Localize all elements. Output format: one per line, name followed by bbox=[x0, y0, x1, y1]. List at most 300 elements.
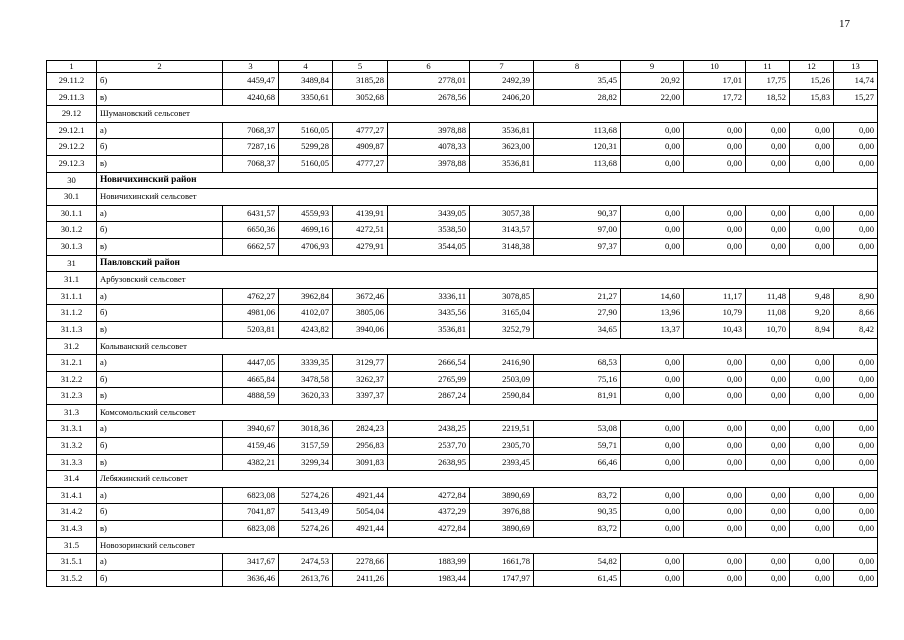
row-code: 31.4.1 bbox=[47, 487, 97, 504]
value-cell: 4777,27 bbox=[333, 122, 388, 139]
value-cell: 0,00 bbox=[834, 570, 878, 587]
value-cell: 4279,91 bbox=[333, 238, 388, 255]
value-cell: 2537,70 bbox=[388, 438, 470, 455]
value-cell: 4909,87 bbox=[333, 139, 388, 156]
value-cell: 4243,82 bbox=[279, 321, 333, 338]
value-cell: 3538,50 bbox=[388, 222, 470, 239]
value-cell: 113,68 bbox=[534, 122, 621, 139]
table-row bbox=[47, 554, 878, 571]
value-cell: 3336,11 bbox=[388, 288, 470, 305]
table-row bbox=[47, 371, 878, 388]
value-cell: 4981,06 bbox=[223, 305, 279, 322]
row-variant-label: б) bbox=[97, 438, 223, 455]
value-cell: 13,37 bbox=[621, 321, 684, 338]
district-name: Новичихинский район bbox=[97, 172, 878, 189]
value-cell: 4272,84 bbox=[388, 521, 470, 538]
row-variant-label: в) bbox=[97, 238, 223, 255]
value-cell: 7068,37 bbox=[223, 122, 279, 139]
value-cell: 5413,49 bbox=[279, 504, 333, 521]
value-cell: 2492,39 bbox=[470, 73, 534, 90]
value-cell: 0,00 bbox=[684, 487, 746, 504]
value-cell: 4762,27 bbox=[223, 288, 279, 305]
value-cell: 3536,81 bbox=[470, 122, 534, 139]
row-code: 31.2.3 bbox=[47, 388, 97, 405]
value-cell: 14,74 bbox=[834, 73, 878, 90]
row-code: 30.1.2 bbox=[47, 222, 97, 239]
value-cell: 2666,54 bbox=[388, 355, 470, 372]
value-cell: 11,08 bbox=[746, 305, 790, 322]
value-cell: 4372,29 bbox=[388, 504, 470, 521]
settlement-name: Арбузовский сельсовет bbox=[97, 272, 878, 289]
value-cell: 4559,93 bbox=[279, 205, 333, 222]
value-cell: 28,82 bbox=[534, 89, 621, 106]
row-code: 31.5.1 bbox=[47, 554, 97, 571]
value-cell: 0,00 bbox=[621, 554, 684, 571]
value-cell: 75,16 bbox=[534, 371, 621, 388]
value-cell: 0,00 bbox=[621, 371, 684, 388]
value-cell: 3299,34 bbox=[279, 454, 333, 471]
column-number-cell: 3 bbox=[223, 61, 279, 73]
row-code: 29.12.1 bbox=[47, 122, 97, 139]
value-cell: 3091,83 bbox=[333, 454, 388, 471]
value-cell: 3536,81 bbox=[470, 155, 534, 172]
value-cell: 0,00 bbox=[684, 388, 746, 405]
row-code: 31.4.3 bbox=[47, 521, 97, 538]
value-cell: 0,00 bbox=[621, 139, 684, 156]
value-cell: 0,00 bbox=[621, 438, 684, 455]
table-row bbox=[47, 355, 878, 372]
value-cell: 0,00 bbox=[746, 570, 790, 587]
value-cell: 4459,47 bbox=[223, 73, 279, 90]
value-cell: 3976,88 bbox=[470, 504, 534, 521]
value-cell: 0,00 bbox=[684, 504, 746, 521]
value-cell: 0,00 bbox=[790, 388, 834, 405]
value-cell: 0,00 bbox=[790, 554, 834, 571]
value-cell: 17,72 bbox=[684, 89, 746, 106]
value-cell: 15,27 bbox=[834, 89, 878, 106]
value-cell: 0,00 bbox=[621, 521, 684, 538]
value-cell: 0,00 bbox=[684, 205, 746, 222]
value-cell: 0,00 bbox=[746, 155, 790, 172]
value-cell: 10,70 bbox=[746, 321, 790, 338]
value-cell: 0,00 bbox=[746, 521, 790, 538]
row-variant-label: б) bbox=[97, 371, 223, 388]
row-code: 31.3.2 bbox=[47, 438, 97, 455]
row-code: 31.1.1 bbox=[47, 288, 97, 305]
value-cell: 3148,38 bbox=[470, 238, 534, 255]
row-code: 31.3 bbox=[47, 404, 97, 421]
value-cell: 0,00 bbox=[746, 438, 790, 455]
row-code: 31.1.2 bbox=[47, 305, 97, 322]
value-cell: 54,82 bbox=[534, 554, 621, 571]
value-cell: 0,00 bbox=[790, 238, 834, 255]
value-cell: 4240,68 bbox=[223, 89, 279, 106]
column-number-cell: 8 bbox=[534, 61, 621, 73]
column-number-cell: 11 bbox=[746, 61, 790, 73]
value-cell: 3478,58 bbox=[279, 371, 333, 388]
value-cell: 120,31 bbox=[534, 139, 621, 156]
district-row bbox=[47, 255, 878, 272]
value-cell: 3018,36 bbox=[279, 421, 333, 438]
value-cell: 0,00 bbox=[834, 438, 878, 455]
value-cell: 0,00 bbox=[746, 139, 790, 156]
table-body bbox=[47, 61, 878, 587]
column-number-cell: 6 bbox=[388, 61, 470, 73]
value-cell: 6650,36 bbox=[223, 222, 279, 239]
value-cell: 0,00 bbox=[621, 205, 684, 222]
value-cell: 14,60 bbox=[621, 288, 684, 305]
value-cell: 0,00 bbox=[834, 122, 878, 139]
value-cell: 0,00 bbox=[746, 487, 790, 504]
value-cell: 0,00 bbox=[790, 421, 834, 438]
value-cell: 0,00 bbox=[684, 554, 746, 571]
value-cell: 4447,05 bbox=[223, 355, 279, 372]
value-cell: 5274,26 bbox=[279, 487, 333, 504]
district-name: Павловский район bbox=[97, 255, 878, 272]
row-code: 31.5 bbox=[47, 537, 97, 554]
row-code: 31.2.1 bbox=[47, 355, 97, 372]
value-cell: 0,00 bbox=[834, 504, 878, 521]
value-cell: 11,17 bbox=[684, 288, 746, 305]
value-cell: 53,08 bbox=[534, 421, 621, 438]
settlement-name: Комсомольский сельсовет bbox=[97, 404, 878, 421]
value-cell: 0,00 bbox=[684, 570, 746, 587]
value-cell: 4272,84 bbox=[388, 487, 470, 504]
table-row bbox=[47, 155, 878, 172]
column-number-row bbox=[47, 61, 878, 73]
value-cell: 0,00 bbox=[746, 554, 790, 571]
value-cell: 0,00 bbox=[621, 355, 684, 372]
value-cell: 10,79 bbox=[684, 305, 746, 322]
table-row bbox=[47, 321, 878, 338]
column-number-cell: 13 bbox=[834, 61, 878, 73]
value-cell: 0,00 bbox=[746, 122, 790, 139]
value-cell: 0,00 bbox=[790, 438, 834, 455]
row-code: 31.5.2 bbox=[47, 570, 97, 587]
table-row bbox=[47, 139, 878, 156]
value-cell: 0,00 bbox=[684, 454, 746, 471]
table-row bbox=[47, 454, 878, 471]
value-cell: 3439,05 bbox=[388, 205, 470, 222]
value-cell: 17,01 bbox=[684, 73, 746, 90]
column-number-cell: 9 bbox=[621, 61, 684, 73]
column-number-cell: 12 bbox=[790, 61, 834, 73]
value-cell: 1747,97 bbox=[470, 570, 534, 587]
table-row bbox=[47, 570, 878, 587]
value-cell: 8,90 bbox=[834, 288, 878, 305]
district-row bbox=[47, 172, 878, 189]
row-code: 30.1.3 bbox=[47, 238, 97, 255]
value-cell: 6662,57 bbox=[223, 238, 279, 255]
value-cell: 81,91 bbox=[534, 388, 621, 405]
value-cell: 0,00 bbox=[790, 454, 834, 471]
value-cell: 3489,84 bbox=[279, 73, 333, 90]
row-variant-label: б) bbox=[97, 222, 223, 239]
value-cell: 0,00 bbox=[834, 521, 878, 538]
value-cell: 3052,68 bbox=[333, 89, 388, 106]
row-code: 31.2 bbox=[47, 338, 97, 355]
value-cell: 3339,35 bbox=[279, 355, 333, 372]
value-cell: 0,00 bbox=[621, 504, 684, 521]
row-code: 31.3.1 bbox=[47, 421, 97, 438]
value-cell: 0,00 bbox=[746, 355, 790, 372]
value-cell: 1983,44 bbox=[388, 570, 470, 587]
value-cell: 22,00 bbox=[621, 89, 684, 106]
value-cell: 3805,06 bbox=[333, 305, 388, 322]
value-cell: 5203,81 bbox=[223, 321, 279, 338]
value-cell: 0,00 bbox=[834, 487, 878, 504]
row-variant-label: а) bbox=[97, 487, 223, 504]
value-cell: 97,00 bbox=[534, 222, 621, 239]
value-cell: 0,00 bbox=[790, 355, 834, 372]
value-cell: 0,00 bbox=[834, 454, 878, 471]
value-cell: 2406,20 bbox=[470, 89, 534, 106]
row-code: 30.1 bbox=[47, 189, 97, 206]
value-cell: 9,48 bbox=[790, 288, 834, 305]
value-cell: 3890,69 bbox=[470, 521, 534, 538]
row-variant-label: б) bbox=[97, 570, 223, 587]
value-cell: 3165,04 bbox=[470, 305, 534, 322]
value-cell: 0,00 bbox=[834, 139, 878, 156]
value-cell: 0,00 bbox=[621, 222, 684, 239]
row-code: 31 bbox=[47, 255, 97, 272]
value-cell: 83,72 bbox=[534, 487, 621, 504]
row-code: 30.1.1 bbox=[47, 205, 97, 222]
value-cell: 0,00 bbox=[621, 388, 684, 405]
row-code: 29.12.3 bbox=[47, 155, 97, 172]
settlement-name: Лебяжинский сельсовет bbox=[97, 471, 878, 488]
value-cell: 2678,56 bbox=[388, 89, 470, 106]
value-cell: 0,00 bbox=[790, 155, 834, 172]
column-number-cell: 1 bbox=[47, 61, 97, 73]
table-row bbox=[47, 73, 878, 90]
value-cell: 3623,00 bbox=[470, 139, 534, 156]
value-cell: 21,27 bbox=[534, 288, 621, 305]
value-cell: 2411,26 bbox=[333, 570, 388, 587]
value-cell: 0,00 bbox=[834, 205, 878, 222]
value-cell: 3252,79 bbox=[470, 321, 534, 338]
value-cell: 61,45 bbox=[534, 570, 621, 587]
page-number: 17 bbox=[839, 18, 850, 30]
value-cell: 3620,33 bbox=[279, 388, 333, 405]
value-cell: 8,42 bbox=[834, 321, 878, 338]
value-cell: 113,68 bbox=[534, 155, 621, 172]
settlement-row bbox=[47, 471, 878, 488]
settlement-row bbox=[47, 338, 878, 355]
value-cell: 0,00 bbox=[834, 421, 878, 438]
value-cell: 0,00 bbox=[684, 371, 746, 388]
row-code: 31.2.2 bbox=[47, 371, 97, 388]
row-variant-label: а) bbox=[97, 122, 223, 139]
value-cell: 0,00 bbox=[621, 238, 684, 255]
value-cell: 2219,51 bbox=[470, 421, 534, 438]
value-cell: 0,00 bbox=[684, 521, 746, 538]
value-cell: 9,20 bbox=[790, 305, 834, 322]
value-cell: 5160,05 bbox=[279, 122, 333, 139]
value-cell: 0,00 bbox=[746, 454, 790, 471]
value-cell: 3978,88 bbox=[388, 122, 470, 139]
value-cell: 0,00 bbox=[684, 155, 746, 172]
value-cell: 0,00 bbox=[621, 122, 684, 139]
value-cell: 0,00 bbox=[684, 238, 746, 255]
value-cell: 0,00 bbox=[790, 521, 834, 538]
value-cell: 34,65 bbox=[534, 321, 621, 338]
table-row bbox=[47, 238, 878, 255]
value-cell: 2765,99 bbox=[388, 371, 470, 388]
value-cell: 59,71 bbox=[534, 438, 621, 455]
value-cell: 0,00 bbox=[746, 388, 790, 405]
value-cell: 0,00 bbox=[790, 487, 834, 504]
value-cell: 83,72 bbox=[534, 521, 621, 538]
value-cell: 17,75 bbox=[746, 73, 790, 90]
value-cell: 5054,04 bbox=[333, 504, 388, 521]
row-code: 31.1 bbox=[47, 272, 97, 289]
value-cell: 90,37 bbox=[534, 205, 621, 222]
value-cell: 3636,46 bbox=[223, 570, 279, 587]
value-cell: 4139,91 bbox=[333, 205, 388, 222]
value-cell: 4382,21 bbox=[223, 454, 279, 471]
value-cell: 2438,25 bbox=[388, 421, 470, 438]
value-cell: 0,00 bbox=[834, 155, 878, 172]
row-code: 31.4.2 bbox=[47, 504, 97, 521]
value-cell: 0,00 bbox=[746, 421, 790, 438]
value-cell: 3435,56 bbox=[388, 305, 470, 322]
value-cell: 3940,67 bbox=[223, 421, 279, 438]
value-cell: 7068,37 bbox=[223, 155, 279, 172]
value-cell: 0,00 bbox=[834, 355, 878, 372]
value-cell: 7041,87 bbox=[223, 504, 279, 521]
value-cell: 2638,95 bbox=[388, 454, 470, 471]
value-cell: 2867,24 bbox=[388, 388, 470, 405]
row-variant-label: в) bbox=[97, 388, 223, 405]
row-code: 29.12.2 bbox=[47, 139, 97, 156]
column-number-cell: 10 bbox=[684, 61, 746, 73]
value-cell: 0,00 bbox=[790, 205, 834, 222]
settlement-row bbox=[47, 106, 878, 123]
table-row bbox=[47, 421, 878, 438]
settlement-row bbox=[47, 189, 878, 206]
row-variant-label: б) bbox=[97, 305, 223, 322]
value-cell: 3185,28 bbox=[333, 73, 388, 90]
row-code: 30 bbox=[47, 172, 97, 189]
value-cell: 4699,16 bbox=[279, 222, 333, 239]
value-cell: 97,37 bbox=[534, 238, 621, 255]
value-cell: 4888,59 bbox=[223, 388, 279, 405]
value-cell: 4665,84 bbox=[223, 371, 279, 388]
value-cell: 0,00 bbox=[834, 371, 878, 388]
value-cell: 10,43 bbox=[684, 321, 746, 338]
value-cell: 0,00 bbox=[790, 570, 834, 587]
value-cell: 4921,44 bbox=[333, 521, 388, 538]
value-cell: 68,53 bbox=[534, 355, 621, 372]
value-cell: 4921,44 bbox=[333, 487, 388, 504]
settlement-name: Новичихинский сельсовет bbox=[97, 189, 878, 206]
value-cell: 3350,61 bbox=[279, 89, 333, 106]
value-cell: 6823,08 bbox=[223, 487, 279, 504]
row-code: 31.4 bbox=[47, 471, 97, 488]
value-cell: 3890,69 bbox=[470, 487, 534, 504]
value-cell: 2393,45 bbox=[470, 454, 534, 471]
value-cell: 3978,88 bbox=[388, 155, 470, 172]
value-cell: 3129,77 bbox=[333, 355, 388, 372]
value-cell: 4272,51 bbox=[333, 222, 388, 239]
value-cell: 20,92 bbox=[621, 73, 684, 90]
row-variant-label: в) bbox=[97, 155, 223, 172]
value-cell: 18,52 bbox=[746, 89, 790, 106]
value-cell: 2278,66 bbox=[333, 554, 388, 571]
row-variant-label: б) bbox=[97, 139, 223, 156]
value-cell: 0,00 bbox=[684, 438, 746, 455]
value-cell: 0,00 bbox=[684, 355, 746, 372]
table-row bbox=[47, 288, 878, 305]
value-cell: 0,00 bbox=[621, 454, 684, 471]
row-variant-label: а) bbox=[97, 355, 223, 372]
value-cell: 2778,01 bbox=[388, 73, 470, 90]
column-number-cell: 2 bbox=[97, 61, 223, 73]
row-variant-label: в) bbox=[97, 89, 223, 106]
value-cell: 3672,46 bbox=[333, 288, 388, 305]
value-cell: 0,00 bbox=[834, 554, 878, 571]
row-variant-label: а) bbox=[97, 288, 223, 305]
value-cell: 2503,09 bbox=[470, 371, 534, 388]
value-cell: 4159,46 bbox=[223, 438, 279, 455]
value-cell: 0,00 bbox=[834, 222, 878, 239]
value-cell: 3078,85 bbox=[470, 288, 534, 305]
table-row bbox=[47, 205, 878, 222]
value-cell: 0,00 bbox=[746, 238, 790, 255]
table-row bbox=[47, 89, 878, 106]
column-number-cell: 5 bbox=[333, 61, 388, 73]
value-cell: 2956,83 bbox=[333, 438, 388, 455]
column-number-cell: 7 bbox=[470, 61, 534, 73]
value-cell: 2305,70 bbox=[470, 438, 534, 455]
value-cell: 0,00 bbox=[790, 222, 834, 239]
value-cell: 0,00 bbox=[746, 371, 790, 388]
value-cell: 3157,59 bbox=[279, 438, 333, 455]
value-cell: 3143,57 bbox=[470, 222, 534, 239]
value-cell: 3536,81 bbox=[388, 321, 470, 338]
value-cell: 0,00 bbox=[684, 421, 746, 438]
value-cell: 8,66 bbox=[834, 305, 878, 322]
value-cell: 2474,53 bbox=[279, 554, 333, 571]
value-cell: 90,35 bbox=[534, 504, 621, 521]
value-cell: 4706,93 bbox=[279, 238, 333, 255]
value-cell: 0,00 bbox=[790, 139, 834, 156]
row-code: 29.12 bbox=[47, 106, 97, 123]
settlement-name: Шумановский сельсовет bbox=[97, 106, 878, 123]
value-cell: 3397,37 bbox=[333, 388, 388, 405]
value-cell: 0,00 bbox=[684, 222, 746, 239]
value-cell: 1883,99 bbox=[388, 554, 470, 571]
value-cell: 66,46 bbox=[534, 454, 621, 471]
value-cell: 27,90 bbox=[534, 305, 621, 322]
value-cell: 2590,84 bbox=[470, 388, 534, 405]
value-cell: 0,00 bbox=[746, 504, 790, 521]
value-cell: 6823,08 bbox=[223, 521, 279, 538]
value-cell: 0,00 bbox=[621, 570, 684, 587]
value-cell: 3940,06 bbox=[333, 321, 388, 338]
value-cell: 11,48 bbox=[746, 288, 790, 305]
value-cell: 0,00 bbox=[790, 122, 834, 139]
settlement-name: Новозоринский сельсовет bbox=[97, 537, 878, 554]
value-cell: 4102,07 bbox=[279, 305, 333, 322]
value-cell: 15,83 bbox=[790, 89, 834, 106]
value-cell: 1661,78 bbox=[470, 554, 534, 571]
settlement-row bbox=[47, 537, 878, 554]
value-cell: 0,00 bbox=[834, 238, 878, 255]
value-cell: 15,26 bbox=[790, 73, 834, 90]
value-cell: 3417,67 bbox=[223, 554, 279, 571]
